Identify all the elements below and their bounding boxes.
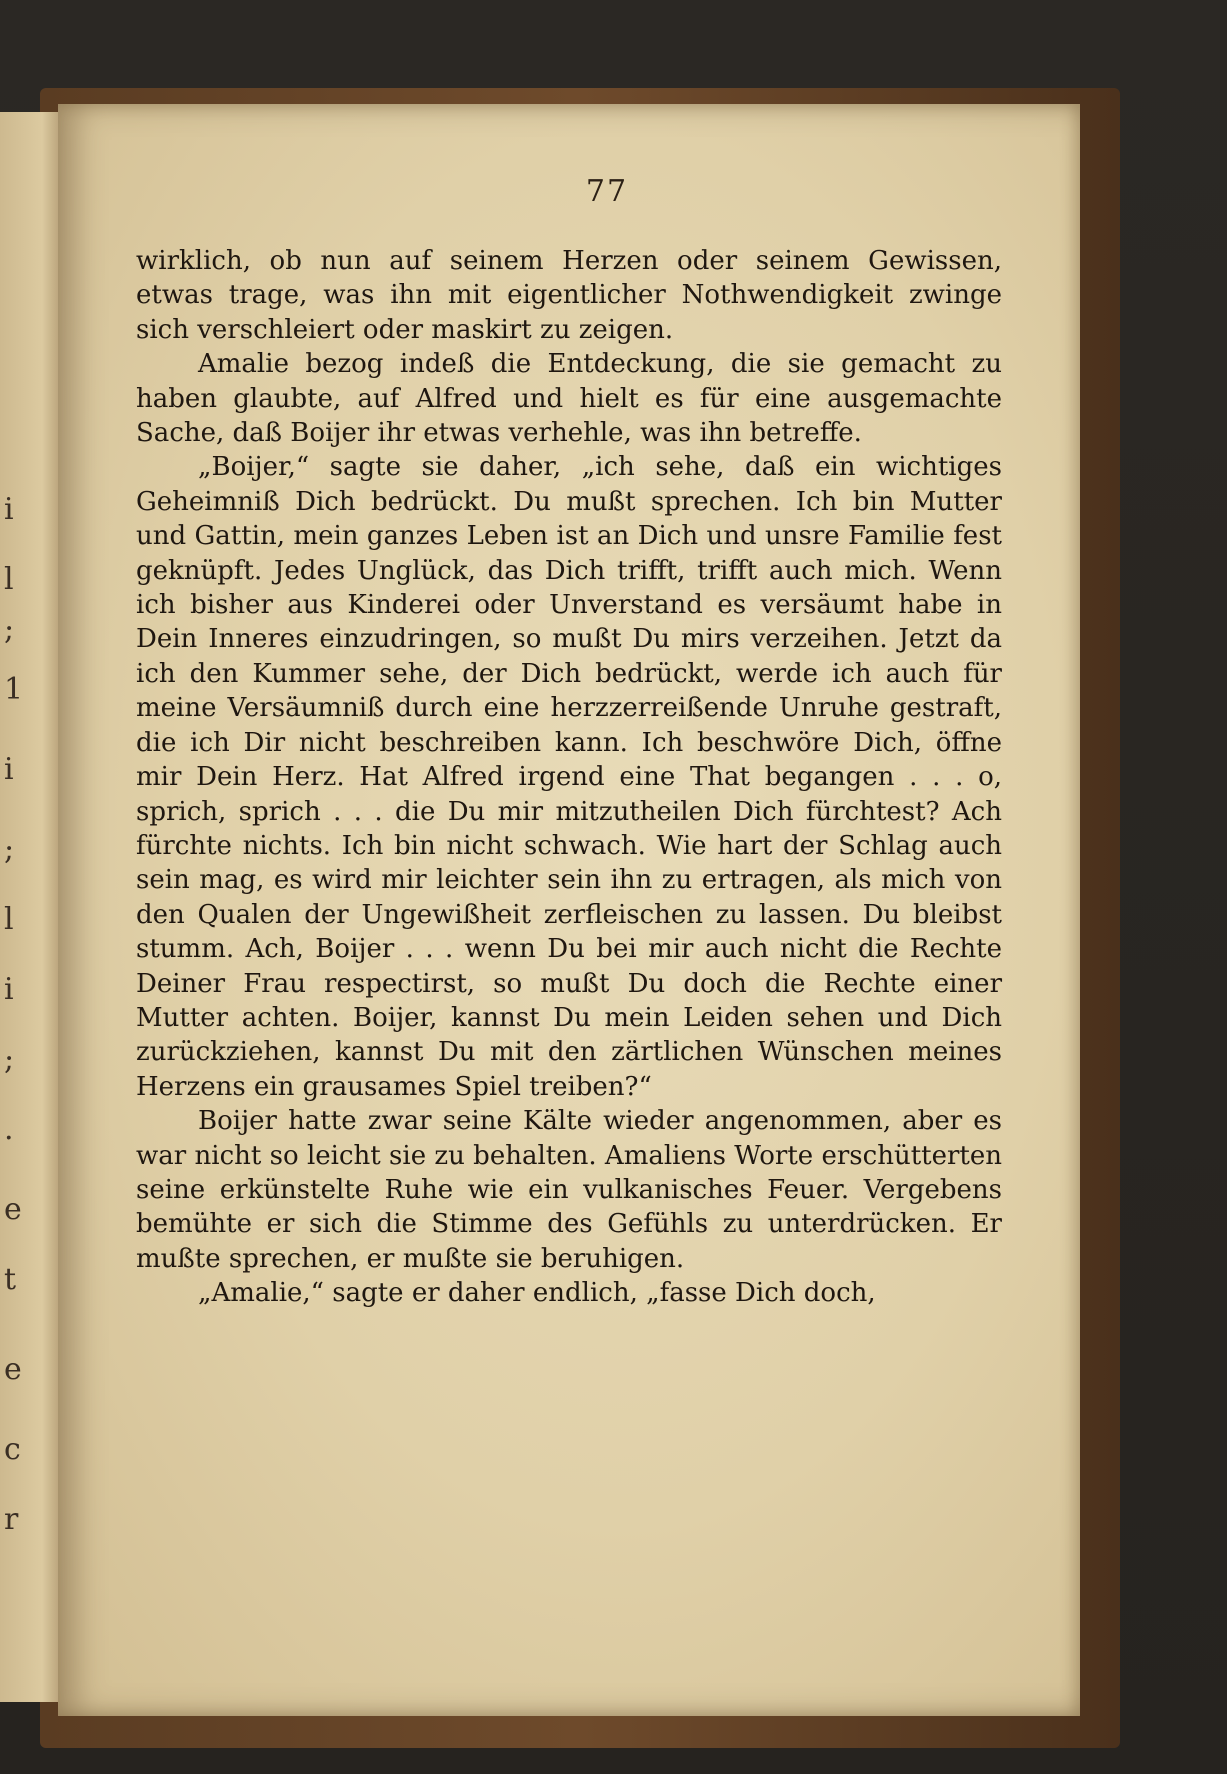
left-fragment: i bbox=[4, 492, 14, 527]
left-fragment: . bbox=[4, 1112, 14, 1147]
left-fragment: ; bbox=[4, 1042, 15, 1077]
left-fragment: ; bbox=[4, 612, 15, 647]
left-fragment: i bbox=[4, 972, 14, 1007]
left-fragment: l bbox=[4, 562, 14, 597]
left-fragment: r bbox=[4, 1502, 19, 1537]
page-body-text bbox=[136, 244, 1002, 1311]
left-fragment: c bbox=[4, 1432, 21, 1467]
left-fragment: i bbox=[4, 752, 14, 787]
page-number: 77 bbox=[585, 174, 629, 209]
left-fragment: t bbox=[4, 1262, 17, 1297]
paragraph: Amalie bezog indeß die Entdeckung, die sie gemacht zu haben glaubte, auf Alfred und hielt es für eine ausgemachte Sache, daß Boijer ihr etwas verhehle, was ihn betreffe. bbox=[136, 349, 1002, 449]
left-fragment: e bbox=[4, 1192, 22, 1227]
paragraph: „Boijer,“ sagte sie daher, „ich sehe, daß ein wichtiges Geheimniß Dich bedrückt. Du mußt sprechen. Ich bin Mutter und Gattin, mein ganzes Leben ist an Dich und unsre Familie fest geknüpft. Jedes Unglück, das Dich trifft, trifft auch mich. Wenn ich bisher aus Kinderei oder Unverstand es versäumt habe in Dein Inneres einzudringen, so mußt Du mirs verzeihen. Jetzt da ich den Kummer sehe, der Dich bedrückt, werde ich auch für meine Versäumniß durch eine herzzerreißende Unruhe gestraft, die ich Dir nicht beschreiben kann. Ich beschwöre Dich, öffne mir Dein Herz. Hat Alfred irgend eine That begangen . . . o, sprich, sprich . . . die Du mir mitzutheilen Dich fürchtest? Ach fürchte nichts. Ich bin nicht schwach. Wie hart der Schlag auch sein mag, es wird mir leichter sein ihn zu ertragen, als mich von den Qualen der Ungewißheit zerfleischen zu lassen. Du bleibst stumm. Ach, Boijer . . . wenn Du bei mir auch nicht die Rechte Deiner Frau respectirst, so mußt Du doch die Rechte einer Mutter achten. Boijer, kannst Du mein Leiden sehen und Dich zurückziehen, kannst Du mit den zärtlichen Wünschen meines Herzens ein grausames Spiel treiben?“ bbox=[136, 452, 1002, 1102]
left-fragment: ; bbox=[4, 832, 15, 867]
paragraph: Boijer hatte zwar seine Kälte wieder angenommen, aber es war nicht so leicht sie zu behalten. Amaliens Worte erschütterten seine erkünstelte Ruhe wie ein vulkanisches Feuer. Vergebens bemühte er sich die Stimme des Gefühls zu unterdrücken. Er mußte sprechen, er mußte sie beruhigen. bbox=[136, 1106, 1002, 1274]
paragraph: „Amalie,“ sagte er daher endlich, „fasse Dich doch, bbox=[198, 1278, 876, 1309]
left-page-fragments bbox=[4, 112, 44, 1702]
left-fragment: l bbox=[4, 902, 14, 937]
left-fragment: 1 bbox=[4, 672, 24, 707]
paragraph: wirklich, ob nun auf seinem Herzen oder seinem Gewissen, etwas trage, was ihn mit eigentlicher Nothwendigkeit zwinge sich verschleiert oder maskirt zu zeigen. bbox=[136, 246, 1002, 345]
book-page bbox=[58, 104, 1080, 1716]
left-fragment: e bbox=[4, 1352, 22, 1387]
